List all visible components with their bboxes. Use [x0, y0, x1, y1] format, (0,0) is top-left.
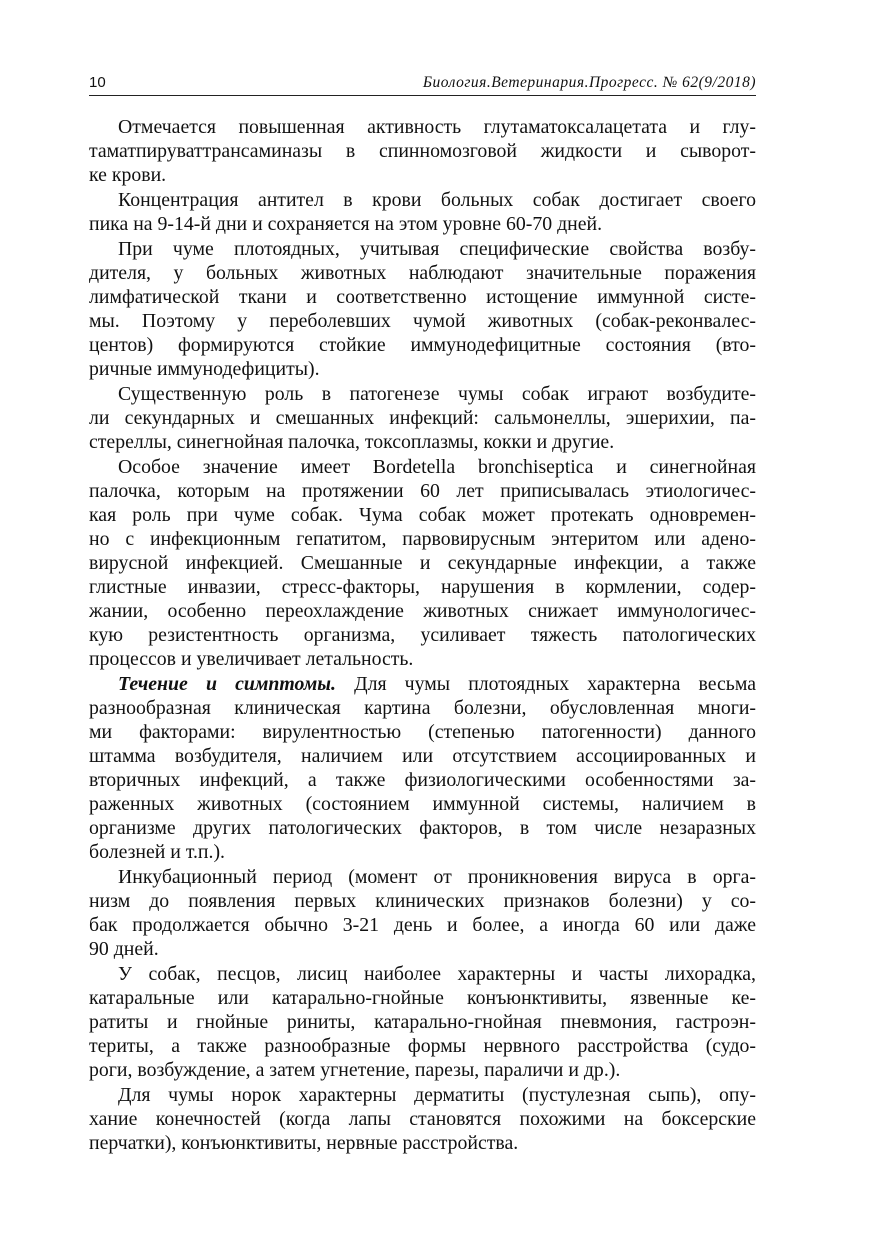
- text-line: Течение и симптомы. Для чумы плотоядных характерна весьма: [118, 673, 756, 695]
- text-line: катаральные или катарально-гнойные конъюнктивиты, язвенные ке-: [89, 987, 756, 1009]
- text-line: дителя, у больных животных наблюдают значительные поражения: [89, 262, 756, 284]
- text-line: Инкубационный период (момент от проникновения вируса в орга-: [118, 866, 756, 888]
- text-line: палочка, которым на протяжении 60 лет приписывалась этиологичес-: [89, 480, 756, 502]
- text-line: жании, особенно переохлаждение животных снижает иммунологичес-: [89, 600, 756, 622]
- text-line: роги, возбуждение, а затем угнетение, парезы, параличи и др.).: [89, 1059, 621, 1081]
- text-line: бак продолжается обычно 3-21 день и более, а иногда 60 или даже: [89, 914, 756, 936]
- text-line: ми факторами: вирулентностью (степенью патогенности) данного: [89, 721, 756, 743]
- header-rule: [89, 95, 756, 96]
- text-line: мы. Поэтому у переболевших чумой животных (собак-реконвалес-: [89, 310, 756, 332]
- text-line: процессов и увеличивает летальность.: [89, 648, 414, 670]
- text-line: перчатки), конъюнктивиты, нервные расстройства.: [89, 1132, 519, 1154]
- text-line: При чуме плотоядных, учитывая специфические свойства возбу-: [118, 238, 756, 260]
- text-line: штамма возбудителя, наличием или отсутствием ассоциированных и: [89, 745, 756, 767]
- text-line: стереллы, синегнойная палочка, токсоплазмы, кокки и другие.: [89, 431, 615, 453]
- text-line: ке крови.: [89, 164, 167, 186]
- page-number: 10: [89, 74, 106, 91]
- text-line: кая роль при чуме собак. Чума собак может протекать одновремен-: [89, 504, 756, 526]
- text-line: ричные иммунодефициты).: [89, 358, 320, 380]
- text-line: разнообразная клиническая картина болезни, обусловленная многи-: [89, 697, 756, 719]
- text-line: кую резистентность организма, усиливает тяжесть патологических: [89, 624, 756, 646]
- text-line: ратиты и гнойные риниты, катарально-гнойная пневмония, гастроэн-: [89, 1011, 756, 1033]
- text-line: хание конечностей (когда лапы становятся похожими на боксерские: [89, 1108, 756, 1130]
- text-line: низм до появления первых клинических признаков болезни) у со-: [89, 890, 756, 912]
- text-line: вирусной инфекцией. Смешанные и секундарные инфекции, а также: [89, 552, 756, 574]
- section-heading: Течение и симптомы.: [118, 673, 336, 695]
- text-line: таматпируваттрансаминазы в спинномозговой жидкости и сыворот-: [89, 140, 756, 162]
- text-line: Концентрация антител в крови больных собак достигает своего: [118, 189, 756, 211]
- text-line: У собак, песцов, лисиц наиболее характерны и часты лихорадка,: [118, 963, 756, 985]
- text-line: 90 дней.: [89, 938, 159, 960]
- text-line: Существенную роль в патогенезе чумы собак играют возбудите-: [118, 383, 756, 405]
- text-line: глистные инвазии, стресс-факторы, нарушения в кормлении, содер-: [89, 576, 756, 598]
- text-line: лимфатической ткани и соответственно истощение иммунной систе-: [89, 286, 756, 308]
- text-line: болезней и т.п.).: [89, 841, 225, 863]
- text-line: Отмечается повышенная активность глутаматоксалацетата и глу-: [118, 116, 756, 138]
- text-line: ли секундарных и смешанных инфекций: сальмонеллы, эшерихии, па-: [89, 407, 756, 429]
- text-line: пика на 9-14-й дни и сохраняется на этом уровне 60-70 дней.: [89, 213, 603, 235]
- text-line: но с инфекционным гепатитом, парвовирусным энтеритом или адено-: [89, 528, 756, 550]
- journal-title: Биология.Ветеринария.Прогресс. № 62(9/2018): [422, 74, 756, 91]
- text-line: раженных животных (состоянием иммунной системы, наличием в: [89, 793, 756, 815]
- text-line: центов) формируются стойкие иммунодефицитные состояния (вто-: [89, 334, 756, 356]
- page-header: [89, 74, 756, 98]
- text-line: вторичных инфекций, а также физиологическими особенностями за-: [89, 769, 756, 791]
- text-line: Для чумы норок характерны дерматиты (пустулезная сыпь), опу-: [118, 1084, 756, 1106]
- text-line: териты, а также разнообразные формы нервного расстройства (судо-: [89, 1035, 756, 1057]
- text-line: организме других патологических факторов, в том числе незаразных: [89, 817, 756, 839]
- text-line: Особое значение имеет Bordetella bronchiseptica и синегнойная: [118, 456, 756, 478]
